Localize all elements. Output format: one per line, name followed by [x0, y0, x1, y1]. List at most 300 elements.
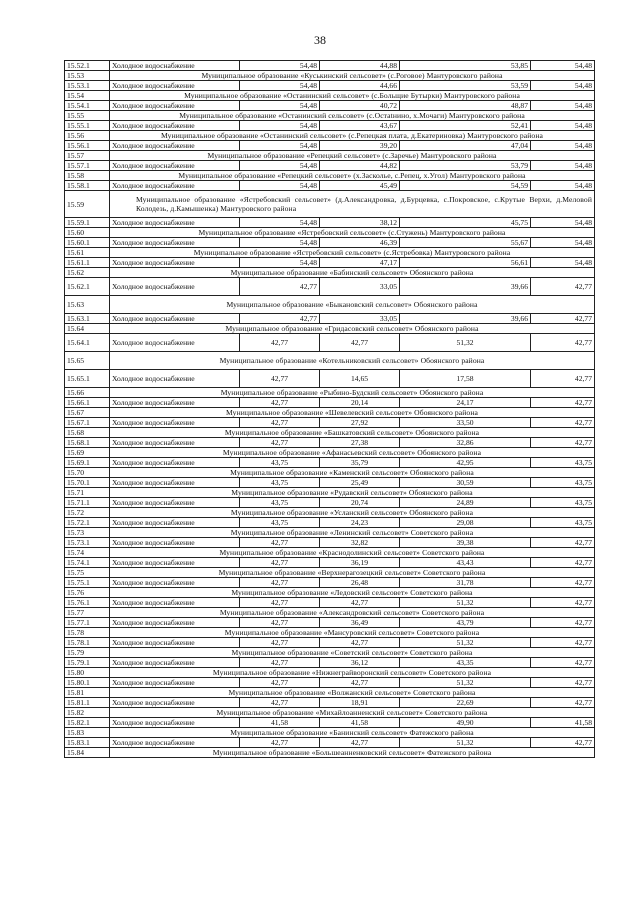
municipality-title: Муниципальное образование «Банинский сельсовет» Фатежского района: [110, 728, 595, 738]
municipality-title: Муниципальное образование «Большеанненковский сельсовет» Фатежского района: [110, 748, 595, 758]
tariff-value-1: 42,77: [240, 538, 320, 548]
row-number: 15.75.1: [65, 578, 110, 588]
tariff-value-1: 42,77: [240, 418, 320, 428]
tariff-data-row: [65, 478, 595, 488]
tariff-value-1: 54,48: [240, 121, 320, 131]
row-number: 15.80: [65, 668, 110, 678]
municipality-header-row: [65, 448, 595, 458]
tariff-value-3: 43,79: [400, 618, 531, 628]
row-number: 15.61: [65, 248, 110, 258]
municipality-header-row: [65, 588, 595, 598]
municipality-header-row: [65, 388, 595, 398]
municipality-title: Муниципальное образование «Останинский сельсовет» (с.Остаtнино, х.Мочаги) Мантуровского района: [110, 111, 595, 121]
municipality-header-row: [65, 296, 595, 314]
tariff-data-row: [65, 458, 595, 468]
tariff-value-3: 55,67: [400, 238, 531, 248]
tariff-value-4: 42,77: [531, 578, 595, 588]
municipality-header-row: [65, 528, 595, 538]
tariff-value-1: 43,75: [240, 478, 320, 488]
municipality-title: Муниципальное образование «Афанасьевский сельсовет» Обоянского района: [110, 448, 595, 458]
municipality-header-row: [65, 91, 595, 101]
tariff-value-2: 35,79: [320, 458, 400, 468]
tariff-value-1: 42,77: [240, 334, 320, 352]
tariff-data-row: [65, 558, 595, 568]
municipality-header-row: [65, 548, 595, 558]
service-name: Холодное водоснабжение: [110, 738, 240, 748]
tariff-value-2: 42,77: [320, 738, 400, 748]
tariff-data-row: [65, 598, 595, 608]
tariff-value-1: 42,77: [240, 698, 320, 708]
tariff-value-3: 39,66: [400, 278, 531, 296]
tariff-data-row: [65, 498, 595, 508]
tariff-value-2: 24,23: [320, 518, 400, 528]
service-name: Холодное водоснабжение: [110, 278, 240, 296]
tariff-value-3: 54,59: [400, 181, 531, 191]
tariff-data-row: [65, 161, 595, 171]
tariff-value-2: 18,91: [320, 698, 400, 708]
tariff-value-3: 53,59: [400, 81, 531, 91]
service-name: Холодное водоснабжение: [110, 370, 240, 388]
tariff-value-3: 33,50: [400, 418, 531, 428]
tariff-value-2: 33,05: [320, 314, 400, 324]
tariff-value-1: 54,48: [240, 141, 320, 151]
tariff-value-3: 42,95: [400, 458, 531, 468]
tariff-value-1: 54,48: [240, 61, 320, 71]
tariff-value-1: 42,77: [240, 618, 320, 628]
tariff-value-3: 39,38: [400, 538, 531, 548]
row-number: 15.55.1: [65, 121, 110, 131]
tariff-value-4: 54,48: [531, 81, 595, 91]
tariff-value-4: 54,48: [531, 61, 595, 71]
service-name: Холодное водоснабжение: [110, 478, 240, 488]
tariff-value-4: 54,48: [531, 121, 595, 131]
tariff-value-1: 54,48: [240, 181, 320, 191]
row-number: 15.70: [65, 468, 110, 478]
service-name: Холодное водоснабжение: [110, 314, 240, 324]
tariff-value-1: 42,77: [240, 398, 320, 408]
service-name: Холодное водоснабжение: [110, 518, 240, 528]
tariff-value-2: 32,82: [320, 538, 400, 548]
tariff-value-1: 54,48: [240, 258, 320, 268]
municipality-header-row: [65, 608, 595, 618]
tariff-value-4: 54,48: [531, 161, 595, 171]
tariff-value-4: 43,75: [531, 458, 595, 468]
tariff-value-3: 51,32: [400, 334, 531, 352]
row-number: 15.63: [65, 296, 110, 314]
tariff-value-3: 39,66: [400, 314, 531, 324]
row-number: 15.78.1: [65, 638, 110, 648]
tariff-value-4: 42,77: [531, 618, 595, 628]
tariff-value-2: 27,38: [320, 438, 400, 448]
row-number: 15.56: [65, 131, 110, 141]
municipality-header-row: [65, 171, 595, 181]
tariff-value-1: 42,77: [240, 438, 320, 448]
tariff-value-4: 43,75: [531, 518, 595, 528]
tariff-value-4: 54,48: [531, 258, 595, 268]
service-name: Холодное водоснабжение: [110, 638, 240, 648]
tariff-value-4: 42,77: [531, 698, 595, 708]
municipality-title: Муниципальное образование «Останинский сельсовет» (с.Больщие Бутырки) Мантуровского района: [110, 91, 595, 101]
row-number: 15.64.1: [65, 334, 110, 352]
tariff-value-3: 51,32: [400, 598, 531, 608]
tariff-data-row: [65, 418, 595, 428]
tariff-data-row: [65, 638, 595, 648]
tariff-value-3: 32,86: [400, 438, 531, 448]
row-number: 15.66: [65, 388, 110, 398]
tariff-value-2: 20,74: [320, 498, 400, 508]
tariff-value-2: 42,77: [320, 678, 400, 688]
municipality-header-row: [65, 352, 595, 370]
row-number: 15.74: [65, 548, 110, 558]
service-name: Холодное водоснабжение: [110, 458, 240, 468]
tariff-value-1: 43,75: [240, 498, 320, 508]
row-number: 15.75: [65, 568, 110, 578]
tariff-data-row: [65, 518, 595, 528]
municipality-header-row: [65, 648, 595, 658]
tariff-value-3: 51,32: [400, 738, 531, 748]
tariff-value-2: 40,72: [320, 101, 400, 111]
tariff-value-1: 43,75: [240, 458, 320, 468]
tariff-data-row: [65, 334, 595, 352]
tariff-data-row: [65, 258, 595, 268]
row-number: 15.84: [65, 748, 110, 758]
tariff-value-4: 42,77: [531, 638, 595, 648]
municipality-title: Муниципальное образование «Репецкий сельсовет» (х.Засколье, с.Репец, х.Угол) Мантуровского района: [110, 171, 595, 181]
row-number: 15.61.1: [65, 258, 110, 268]
tariff-value-2: 42,77: [320, 334, 400, 352]
municipality-title: Муниципальное образование «Бабинский сельсовет» Обоянского района: [110, 268, 595, 278]
tariff-value-4: 42,77: [531, 538, 595, 548]
service-name: Холодное водоснабжение: [110, 618, 240, 628]
row-number: 15.58: [65, 171, 110, 181]
row-number: 15.55: [65, 111, 110, 121]
municipality-header-row: [65, 488, 595, 498]
municipality-header-row: [65, 688, 595, 698]
row-number: 15.60.1: [65, 238, 110, 248]
row-number: 15.76.1: [65, 598, 110, 608]
tariff-data-row: [65, 738, 595, 748]
tariff-value-2: 42,77: [320, 638, 400, 648]
tariff-value-2: 44,88: [320, 61, 400, 71]
row-number: 15.79: [65, 648, 110, 658]
tariff-value-1: 42,77: [240, 558, 320, 568]
row-number: 15.69.1: [65, 458, 110, 468]
municipality-title: Муниципальное образование «Гридасовский сельсовет» Обоянского района: [110, 324, 595, 334]
tariff-value-3: 47,04: [400, 141, 531, 151]
tariff-value-4: 54,48: [531, 141, 595, 151]
tariff-data-row: [65, 141, 595, 151]
row-number: 15.54: [65, 91, 110, 101]
tariff-value-3: 22,69: [400, 698, 531, 708]
municipality-title: Муниципальное образование «Усланский сельсовет» Обоянского района: [110, 508, 595, 518]
tariff-value-2: 26,48: [320, 578, 400, 588]
municipality-header-row: [65, 668, 595, 678]
tariff-value-1: 43,75: [240, 518, 320, 528]
municipality-header-row: [65, 628, 595, 638]
municipality-title: Муниципальное образование «Рыбино-Будский сельсовет» Обоянского района: [110, 388, 595, 398]
tariff-value-2: 38,12: [320, 218, 400, 228]
municipality-header-row: [65, 248, 595, 258]
tariff-data-row: [65, 101, 595, 111]
tariff-value-3: 30,59: [400, 478, 531, 488]
municipality-header-row: [65, 324, 595, 334]
tariff-value-2: 44,82: [320, 161, 400, 171]
service-name: Холодное водоснабжение: [110, 334, 240, 352]
municipality-title: Муниципальное образование «Михайлоанненский сельсовет» Советского района: [110, 708, 595, 718]
tariff-value-3: 53,79: [400, 161, 531, 171]
tariff-value-1: 42,77: [240, 598, 320, 608]
row-number: 15.67: [65, 408, 110, 418]
row-number: 15.54.1: [65, 101, 110, 111]
row-number: 15.70.1: [65, 478, 110, 488]
tariff-value-4: 42,77: [531, 558, 595, 568]
municipality-header-row: [65, 728, 595, 738]
municipality-header-row: [65, 408, 595, 418]
municipality-title: Муниципальное образование «Останинский сельсовет» (с.Репецкая плата, д.Екатериновка) Мантуровского района: [110, 131, 595, 141]
service-name: Холодное водоснабжение: [110, 578, 240, 588]
municipality-header-row: [65, 191, 595, 218]
tariff-value-2: 47,17: [320, 258, 400, 268]
row-number: 15.68: [65, 428, 110, 438]
tariff-value-4: 42,77: [531, 370, 595, 388]
tariff-value-2: 44,66: [320, 81, 400, 91]
municipality-header-row: [65, 508, 595, 518]
service-name: Холодное водоснабжение: [110, 418, 240, 428]
tariff-value-2: 20,14: [320, 398, 400, 408]
tariff-value-3: 24,89: [400, 498, 531, 508]
tariff-value-3: 17,58: [400, 370, 531, 388]
municipality-title: Муниципальное образование «Ястребовский сельсовет» (с.Ястребовка) Мантуровского района: [110, 248, 595, 258]
tariff-data-row: [65, 61, 595, 71]
tariff-value-2: 27,92: [320, 418, 400, 428]
tariff-data-row: [65, 121, 595, 131]
row-number: 15.63.1: [65, 314, 110, 324]
row-number: 15.77: [65, 608, 110, 618]
tariff-value-1: 42,77: [240, 370, 320, 388]
tariff-value-2: 45,49: [320, 181, 400, 191]
municipality-header-row: [65, 748, 595, 758]
tariff-data-row: [65, 278, 595, 296]
tariff-value-1: 54,48: [240, 81, 320, 91]
row-number: 15.73.1: [65, 538, 110, 548]
row-number: 15.76: [65, 588, 110, 598]
tariff-value-3: 51,32: [400, 638, 531, 648]
row-number: 15.65: [65, 352, 110, 370]
tariff-value-4: 42,77: [531, 438, 595, 448]
row-number: 15.72: [65, 508, 110, 518]
municipality-header-row: [65, 708, 595, 718]
tariff-data-row: [65, 678, 595, 688]
tariff-value-2: 25,49: [320, 478, 400, 488]
row-number: 15.64: [65, 324, 110, 334]
service-name: Холодное водоснабжение: [110, 161, 240, 171]
tariff-value-4: 42,77: [531, 678, 595, 688]
municipality-title: Муниципальное образование «Александровский сельсовет» Советского района: [110, 608, 595, 618]
row-number: 15.71: [65, 488, 110, 498]
tariff-value-2: 36,49: [320, 618, 400, 628]
row-number: 15.79.1: [65, 658, 110, 668]
tariff-data-row: [65, 718, 595, 728]
row-number: 15.82.1: [65, 718, 110, 728]
row-number: 15.81.1: [65, 698, 110, 708]
page-number: 38: [314, 33, 326, 47]
tariff-value-1: 54,48: [240, 101, 320, 111]
tariff-table-body: [65, 61, 595, 758]
municipality-title: Муниципальное образование «Репецкий сельсовет» (с.Заречье) Мантуровского района: [110, 151, 595, 161]
service-name: Холодное водоснабжение: [110, 141, 240, 151]
service-name: Холодное водоснабжение: [110, 598, 240, 608]
municipality-title: Муниципальное образование «Ястребовский сельсовет» (с.Стужень) Мантуровского района: [110, 228, 595, 238]
tariff-value-4: 42,77: [531, 314, 595, 324]
service-name: Холодное водоснабжение: [110, 538, 240, 548]
tariff-value-4: 42,77: [531, 334, 595, 352]
tariff-data-row: [65, 314, 595, 324]
tariff-value-1: 42,77: [240, 678, 320, 688]
municipality-title: Муниципальное образование «Каменский сельсовет» Обоянского района: [110, 468, 595, 478]
tariff-data-row: [65, 370, 595, 388]
row-number: 15.72.1: [65, 518, 110, 528]
tariff-value-3: 43,43: [400, 558, 531, 568]
tariff-value-1: 42,77: [240, 658, 320, 668]
row-number: 15.52.1: [65, 61, 110, 71]
row-number: 15.57.1: [65, 161, 110, 171]
row-number: 15.57: [65, 151, 110, 161]
row-number: 15.58.1: [65, 181, 110, 191]
tariff-value-3: 53,85: [400, 61, 531, 71]
row-number: 15.60: [65, 228, 110, 238]
municipality-header-row: [65, 568, 595, 578]
tariff-value-2: 36,19: [320, 558, 400, 568]
municipality-header-row: [65, 131, 595, 141]
municipality-header-row: [65, 111, 595, 121]
service-name: Холодное водоснабжение: [110, 61, 240, 71]
row-number: 15.59.1: [65, 218, 110, 228]
tariff-value-4: 42,77: [531, 598, 595, 608]
municipality-title: Муниципальное образование «Нижнеграйворонский сельсовет» Советского района: [110, 668, 595, 678]
service-name: Холодное водоснабжение: [110, 238, 240, 248]
tariff-data-row: [65, 538, 595, 548]
row-number: 15.81: [65, 688, 110, 698]
tariff-value-3: 49,90: [400, 718, 531, 728]
row-number: 15.80.1: [65, 678, 110, 688]
tariff-value-4: 54,48: [531, 181, 595, 191]
service-name: Холодное водоснабжение: [110, 121, 240, 131]
row-number: 15.59: [65, 191, 110, 218]
row-number: 15.53.1: [65, 81, 110, 91]
row-number: 15.71.1: [65, 498, 110, 508]
tariff-value-4: 54,48: [531, 238, 595, 248]
tariff-value-2: 41,58: [320, 718, 400, 728]
row-number: 15.77.1: [65, 618, 110, 628]
tariff-value-3: 24,17: [400, 398, 531, 408]
service-name: Холодное водоснабжение: [110, 698, 240, 708]
tariff-value-4: 42,77: [531, 658, 595, 668]
tariff-value-2: 43,67: [320, 121, 400, 131]
row-number: 15.62: [65, 268, 110, 278]
tariff-value-3: 51,32: [400, 678, 531, 688]
tariff-value-3: 48,87: [400, 101, 531, 111]
row-number: 15.73: [65, 528, 110, 538]
municipality-header-row: [65, 71, 595, 81]
service-name: Холодное водоснабжение: [110, 658, 240, 668]
tariff-value-1: 41,58: [240, 718, 320, 728]
row-number: 15.66.1: [65, 398, 110, 408]
municipality-header-row: [65, 228, 595, 238]
tariff-value-4: 43,75: [531, 478, 595, 488]
service-name: Холодное водоснабжение: [110, 398, 240, 408]
tariff-data-row: [65, 698, 595, 708]
tariff-value-1: 54,48: [240, 238, 320, 248]
row-number: 15.83.1: [65, 738, 110, 748]
row-number: 15.78: [65, 628, 110, 638]
tariff-value-4: 41,58: [531, 718, 595, 728]
municipality-title: Муниципальное образование «Башкатовский сельсовет» Обоянского района: [110, 428, 595, 438]
tariff-value-4: 42,77: [531, 418, 595, 428]
tariff-value-4: 42,77: [531, 278, 595, 296]
tariff-value-2: 36,12: [320, 658, 400, 668]
tariff-value-4: 54,48: [531, 218, 595, 228]
municipality-title: Муниципальное образование «Мансуровский сельсовет» Советского района: [110, 628, 595, 638]
municipality-header-row: [65, 151, 595, 161]
row-number: 15.83: [65, 728, 110, 738]
tariff-data-row: [65, 218, 595, 228]
tariff-value-3: 43,35: [400, 658, 531, 668]
row-number: 15.67.1: [65, 418, 110, 428]
row-number: 15.53: [65, 71, 110, 81]
tariff-value-1: 54,48: [240, 218, 320, 228]
tariff-value-4: 42,77: [531, 398, 595, 408]
row-number: 15.65.1: [65, 370, 110, 388]
row-number: 15.68.1: [65, 438, 110, 448]
tariff-value-1: 42,77: [240, 638, 320, 648]
row-number: 15.69: [65, 448, 110, 458]
service-name: Холодное водоснабжение: [110, 558, 240, 568]
service-name: Холодное водоснабжение: [110, 101, 240, 111]
municipality-header-row: [65, 428, 595, 438]
service-name: Холодное водоснабжение: [110, 258, 240, 268]
tariff-value-4: 43,75: [531, 498, 595, 508]
municipality-title: Муниципальное образование «Ленинский сельсовет» Советского района: [110, 528, 595, 538]
tariff-data-row: [65, 438, 595, 448]
tariff-data-row: [65, 398, 595, 408]
tariff-value-1: 42,77: [240, 278, 320, 296]
municipality-title: Муниципальное образование «Советский сельсовет» Советского района: [110, 648, 595, 658]
municipality-title: Муниципальное образование «Ледовский сельсовет» Советского района: [110, 588, 595, 598]
tariff-data-row: [65, 658, 595, 668]
service-name: Холодное водоснабжение: [110, 181, 240, 191]
municipality-header-row: [65, 268, 595, 278]
tariff-data-row: [65, 238, 595, 248]
tariff-value-2: 42,77: [320, 598, 400, 608]
municipality-title: Муниципальное образование «Верхнерагозецкий сельсовет» Советского района: [110, 568, 595, 578]
municipality-title: Муниципальное образование «Быкановский сельсовет» Обоянского района: [110, 296, 595, 314]
service-name: Холодное водоснабжение: [110, 718, 240, 728]
tariff-data-row: [65, 181, 595, 191]
municipality-header-row: [65, 468, 595, 478]
tariff-value-3: 29,08: [400, 518, 531, 528]
tariff-data-row: [65, 578, 595, 588]
tariff-value-2: 33,05: [320, 278, 400, 296]
tariff-data-row: [65, 618, 595, 628]
service-name: Холодное водоснабжение: [110, 438, 240, 448]
tariff-value-1: 54,48: [240, 161, 320, 171]
municipality-title: Муниципальное образование «Волжанский сельсовет» Советского района: [110, 688, 595, 698]
tariff-table: [64, 60, 595, 758]
row-number: 15.82: [65, 708, 110, 718]
municipality-title: Муниципальное образование «Котельниковский сельсовет» Обоянского района: [110, 352, 595, 370]
row-number: 15.56.1: [65, 141, 110, 151]
tariff-value-3: 52,41: [400, 121, 531, 131]
